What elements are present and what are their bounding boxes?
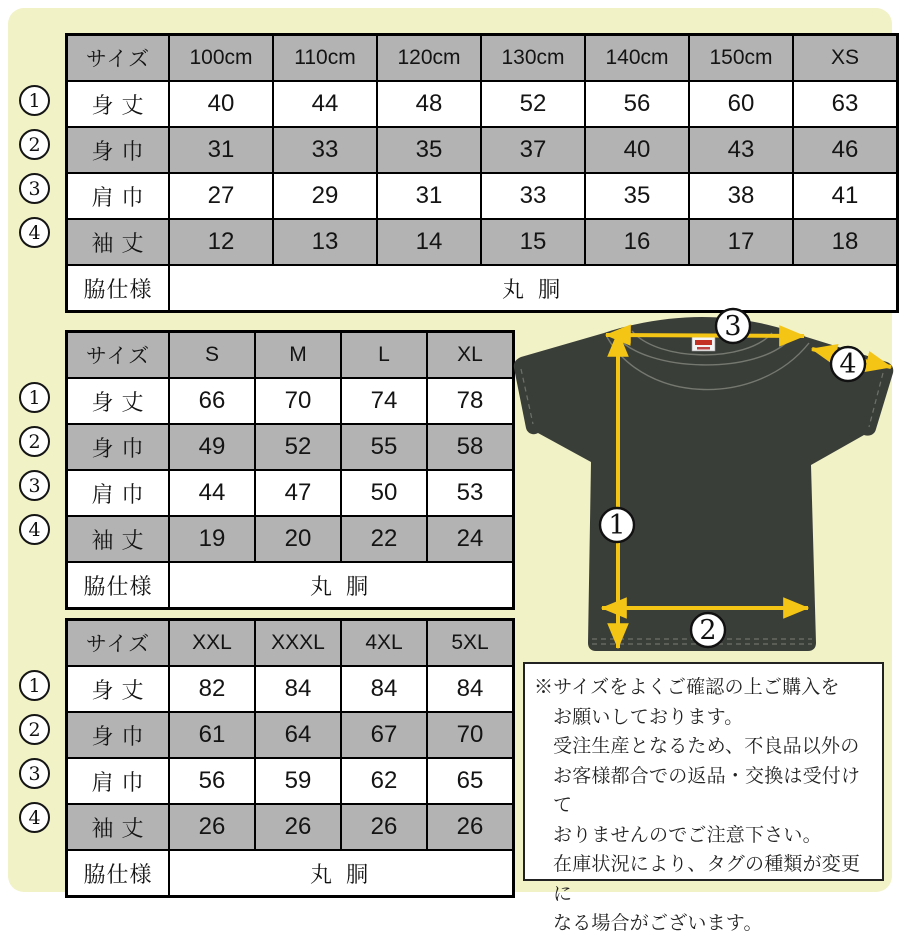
- size-column-header: M: [255, 332, 341, 379]
- measure-number-badge: 3: [19, 470, 50, 501]
- size-value-cell: 65: [427, 758, 514, 804]
- size-value-cell: 15: [481, 219, 585, 265]
- row-label-cell: 身 丈: [67, 666, 170, 712]
- row-label-cell: 袖 丈: [67, 219, 170, 265]
- size-value-cell: 31: [377, 173, 481, 219]
- size-value-cell: 59: [255, 758, 341, 804]
- measure-badge-1: [600, 508, 634, 542]
- size-value-cell: 52: [481, 81, 585, 127]
- measure-number-badge: 2: [19, 714, 50, 745]
- measure-number-badge: 1: [19, 85, 50, 116]
- row-label-cell: 身 巾: [67, 424, 170, 470]
- size-value-cell: 26: [255, 804, 341, 850]
- measure-number-badge: 4: [19, 514, 50, 545]
- row-label-cell: 身 丈: [67, 81, 170, 127]
- size-value-cell: 66: [169, 378, 255, 424]
- purchase-note-box: [523, 662, 884, 934]
- size-value-cell: 62: [341, 758, 427, 804]
- note-line: 在庫状況により、タグの種類が変更に: [553, 854, 861, 905]
- size-value-cell: 52: [255, 424, 341, 470]
- size-value-cell: 74: [341, 378, 427, 424]
- size-column-header: XXL: [169, 620, 255, 667]
- size-value-cell: 84: [427, 666, 514, 712]
- size-value-cell: 26: [341, 804, 427, 850]
- size-value-cell: 43: [689, 127, 793, 173]
- footer-label-cell: 脇仕様: [67, 562, 170, 609]
- size-column-header: 100cm: [169, 35, 273, 82]
- size-table-adult-wrap: [65, 330, 515, 610]
- size-value-cell: 56: [169, 758, 255, 804]
- size-value-cell: 33: [273, 127, 377, 173]
- measure-badge-4: [831, 347, 865, 381]
- size-value-cell: 50: [341, 470, 427, 516]
- size-value-cell: 31: [169, 127, 273, 173]
- size-value-cell: 60: [689, 81, 793, 127]
- size-value-cell: 67: [341, 712, 427, 758]
- size-value-cell: 47: [255, 470, 341, 516]
- row-label-cell: 袖 丈: [67, 804, 170, 850]
- svg-text:1: 1: [608, 510, 626, 541]
- size-value-cell: 35: [377, 127, 481, 173]
- size-header-label: サイズ: [67, 620, 170, 667]
- row-label-cell: 身 巾: [67, 712, 170, 758]
- row-label-cell: 袖 丈: [67, 516, 170, 562]
- note-line: お客様都合での返品・交換は受付けて: [553, 765, 861, 816]
- size-value-cell: 49: [169, 424, 255, 470]
- measure-number-badge: 2: [19, 426, 50, 457]
- row-label-cell: 身 巾: [67, 127, 170, 173]
- size-value-cell: 58: [427, 424, 514, 470]
- row-label-cell: 身 丈: [67, 378, 170, 424]
- size-value-cell: 84: [255, 666, 341, 712]
- size-header-label: サイズ: [67, 35, 170, 82]
- footer-label-cell: 脇仕様: [67, 850, 170, 897]
- size-value-cell: 29: [273, 173, 377, 219]
- measure-arrow-shoulder-width: [606, 335, 804, 336]
- row-number-badges-adult: [19, 330, 50, 594]
- size-value-cell: 16: [585, 219, 689, 265]
- size-value-cell: 19: [169, 516, 255, 562]
- measure-number-badge: 1: [19, 382, 50, 413]
- size-value-cell: 40: [585, 127, 689, 173]
- size-value-cell: 13: [273, 219, 377, 265]
- size-value-cell: 18: [793, 219, 898, 265]
- note-line: おりませんのでご注意下さい。: [553, 824, 822, 846]
- size-value-cell: 55: [341, 424, 427, 470]
- measure-number-badge: 4: [19, 802, 50, 833]
- measure-number-badge: 4: [19, 217, 50, 248]
- note-line: お願いしております。: [553, 706, 744, 728]
- size-value-cell: 37: [481, 127, 585, 173]
- row-number-badges-plus: [19, 618, 50, 882]
- measure-number-badge: 3: [19, 758, 50, 789]
- size-value-cell: 38: [689, 173, 793, 219]
- footer-value-cell: 丸 胴: [169, 562, 514, 609]
- size-column-header: 110cm: [273, 35, 377, 82]
- size-value-cell: 63: [793, 81, 898, 127]
- size-column-header: XS: [793, 35, 898, 82]
- size-value-cell: 20: [255, 516, 341, 562]
- brand-tag-icon: [692, 337, 715, 351]
- footer-value-cell: 丸 胴: [169, 850, 514, 897]
- size-value-cell: 70: [427, 712, 514, 758]
- size-value-cell: 82: [169, 666, 255, 712]
- size-value-cell: 53: [427, 470, 514, 516]
- size-column-header: L: [341, 332, 427, 379]
- row-label-cell: 肩 巾: [67, 173, 170, 219]
- note-line: ※サイズをよくご確認の上ご購入を: [534, 677, 840, 698]
- size-column-header: 4XL: [341, 620, 427, 667]
- size-column-header: 120cm: [377, 35, 481, 82]
- size-table-plus: [65, 618, 515, 898]
- size-value-cell: 46: [793, 127, 898, 173]
- tshirt-measure-diagram: [506, 305, 898, 661]
- measure-number-badge: 3: [19, 173, 50, 204]
- size-value-cell: 48: [377, 81, 481, 127]
- size-value-cell: 26: [169, 804, 255, 850]
- size-value-cell: 33: [481, 173, 585, 219]
- size-header-label: サイズ: [67, 332, 170, 379]
- size-value-cell: 40: [169, 81, 273, 127]
- size-column-header: 150cm: [689, 35, 793, 82]
- size-value-cell: 27: [169, 173, 273, 219]
- row-label-cell: 肩 巾: [67, 470, 170, 516]
- size-value-cell: 22: [341, 516, 427, 562]
- size-column-header: 140cm: [585, 35, 689, 82]
- size-value-cell: 78: [427, 378, 514, 424]
- svg-text:4: 4: [839, 349, 857, 380]
- note-line: なる場合がございます。: [553, 913, 763, 934]
- size-value-cell: 64: [255, 712, 341, 758]
- footer-value-cell: 丸 胴: [169, 265, 898, 312]
- size-table-kids: [65, 33, 899, 313]
- size-column-header: 5XL: [427, 620, 514, 667]
- size-column-header: XXXL: [255, 620, 341, 667]
- size-value-cell: 26: [427, 804, 514, 850]
- footer-label-cell: 脇仕様: [67, 265, 170, 312]
- measure-badge-3: [716, 309, 750, 343]
- size-value-cell: 12: [169, 219, 273, 265]
- row-number-badges-kids: [19, 33, 50, 297]
- size-value-cell: 14: [377, 219, 481, 265]
- size-value-cell: 17: [689, 219, 793, 265]
- note-line: 受注生産となるため、不良品以外の: [553, 736, 860, 757]
- size-column-header: XL: [427, 332, 514, 379]
- size-value-cell: 61: [169, 712, 255, 758]
- size-value-cell: 44: [273, 81, 377, 127]
- measure-number-badge: 2: [19, 129, 50, 160]
- measure-number-badge: 1: [19, 670, 50, 701]
- size-column-header: 130cm: [481, 35, 585, 82]
- size-column-header: S: [169, 332, 255, 379]
- size-value-cell: 41: [793, 173, 898, 219]
- size-value-cell: 44: [169, 470, 255, 516]
- size-value-cell: 70: [255, 378, 341, 424]
- size-value-cell: 24: [427, 516, 514, 562]
- row-label-cell: 肩 巾: [67, 758, 170, 804]
- size-table-plus-wrap: [65, 618, 515, 898]
- svg-text:3: 3: [724, 311, 742, 342]
- size-table-kids-wrap: [65, 33, 899, 313]
- size-table-adult: [65, 330, 515, 610]
- size-value-cell: 56: [585, 81, 689, 127]
- measure-badge-2: [691, 613, 725, 647]
- size-value-cell: 35: [585, 173, 689, 219]
- svg-text:2: 2: [699, 615, 717, 646]
- size-value-cell: 84: [341, 666, 427, 712]
